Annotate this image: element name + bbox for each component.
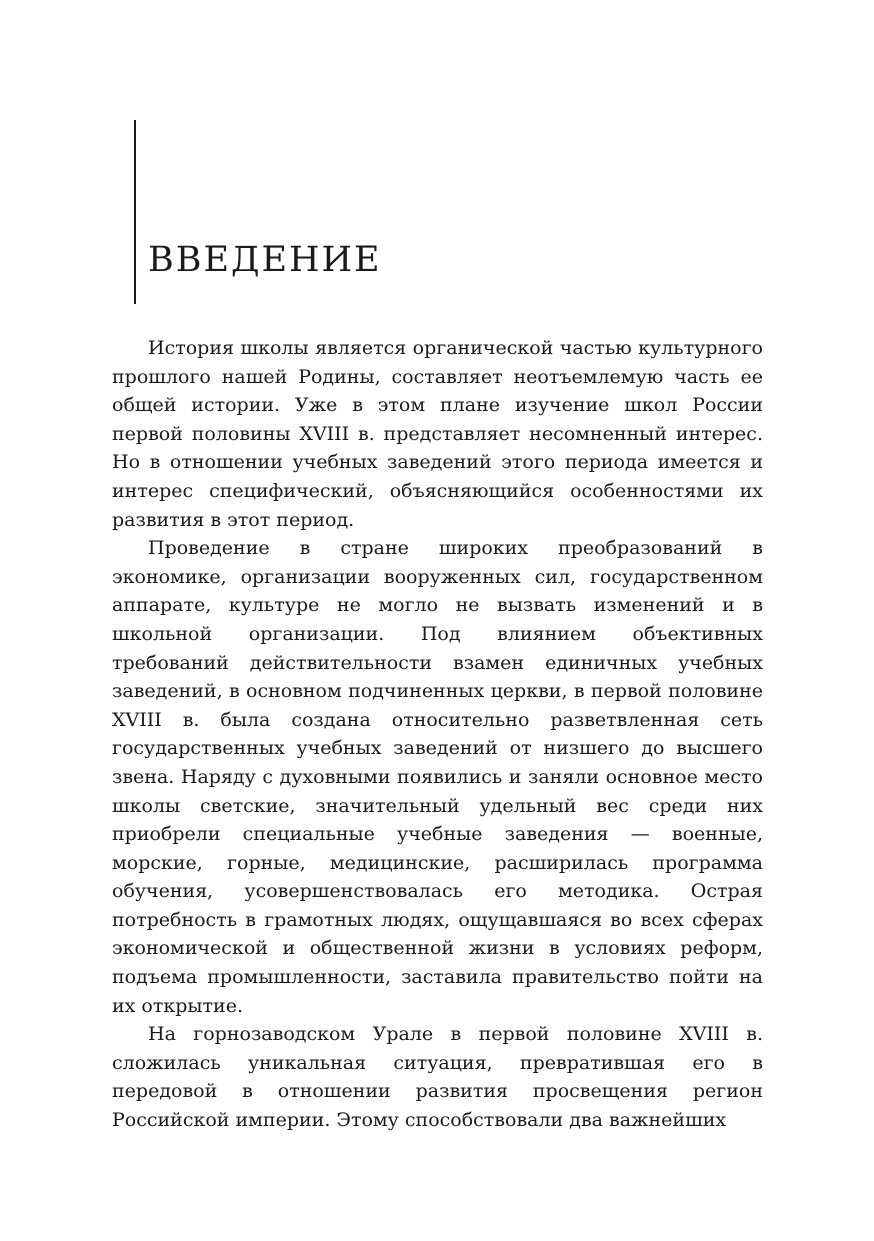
paragraph-1: История школы является органической частью культурного прошлого нашей Родины, составляет неотъемлемую часть ее общей истории. Уже в этом плане изучение школ России первой половины XVIII в. представляет несомненный интерес. Но в отношении учебных заведений этого периода имеется и интерес специфический, объясняющийся особенностями их развития в этот период. [112,337,763,531]
chapter-title: ВВЕДЕНИЕ [148,240,382,280]
body-text [112,334,763,1135]
chapter-heading-rule [134,120,136,304]
paragraph-2: Проведение в стране широких преобразований в экономике, организации вооруженных сил, государственном аппарате, культуре не могло не вызвать изменений и в школьной организации. Под влиянием объективных требований действительности взамен единичных учебных заведений, в основном подчиненных церкви, в первой половине XVIII в. была создана относительно разветвленная сеть государственных учебных заведений от низшего до высшего звена. Наряду с духовными появились и заняли основное место школы светские, значительный удельный вес среди них приобрели специальные учебные заведения — военные, морские, горные, медицинские, расширилась программа обучения, усовершенствовалась его методика. Острая потребность в грамотных людях, ощущавшаяся во всех сферах экономической и общественной жизни в условиях реформ, подъема промышленности, заставила правительство пойти на их открытие. [112,537,763,1017]
paragraph-3: На горнозаводском Урале в первой половине XVIII в. сложилась уникальная ситуация, превратившая его в передовой в отношении развития просвещения регион Российской империи. Этому способствовали два важнейших [112,1023,763,1132]
